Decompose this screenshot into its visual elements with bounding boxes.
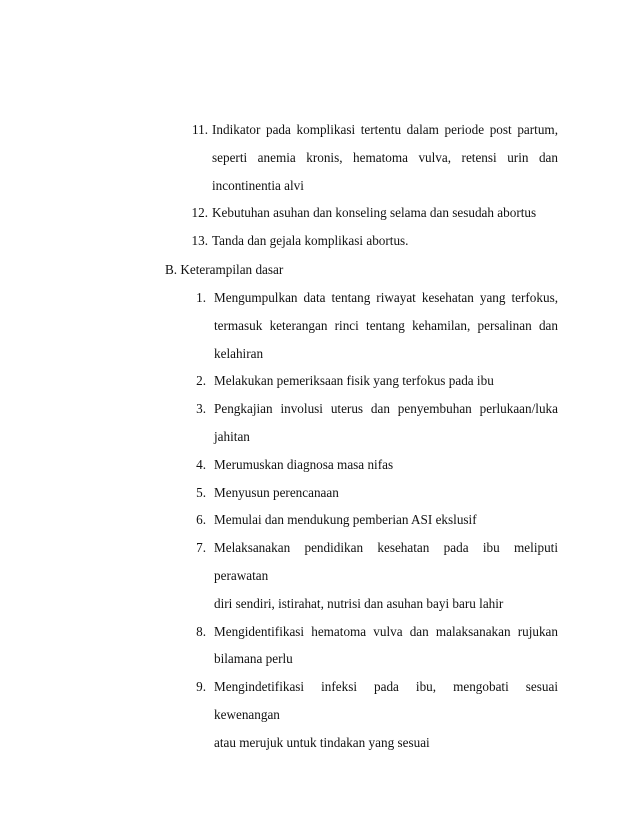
list-text-line: Merumuskan diagnosa masa nifas <box>214 456 394 472</box>
list-number: 8. <box>196 623 206 639</box>
list-item-12 <box>178 199 558 227</box>
list-item-7 <box>190 534 558 617</box>
list-text-line: Melaksanakan pendidikan kesehatan pada ibu meliputi perawatan <box>214 540 558 583</box>
list-number: 7. <box>196 540 206 556</box>
list-text-line: Kebutuhan asuhan dan konseling selama dan sesudah abortus <box>212 205 537 221</box>
list-item-13 <box>178 227 558 255</box>
list-number: 4. <box>196 456 206 472</box>
list-item-11 <box>178 116 558 199</box>
list-text-line: jahitan <box>214 428 250 444</box>
list-text-line: Mengindetifikasi infeksi pada ibu, mengobati sesuai kewenangan <box>214 679 558 722</box>
list-text-line: diri sendiri, istirahat, nutrisi dan asuhan bayi baru lahir <box>214 595 504 611</box>
list-text-line: Melakukan pemeriksaan fisik yang terfokus pada ibu <box>214 373 494 389</box>
list-text-line: Pengkajian involusi uterus dan penyembuhan perlukaan/luka <box>214 401 558 417</box>
list-number: 1. <box>196 290 206 305</box>
list-text-line: seperti anemia kronis, hematoma vulva, retensi urin dan <box>212 149 558 165</box>
list-text-line: atau merujuk untuk tindakan yang sesuai <box>214 734 430 750</box>
list-number: 11. <box>192 122 208 137</box>
basic-skills-list <box>190 284 558 757</box>
list-text-line: termasuk keterangan rinci tentang kehamilan, persalinan dan <box>214 317 558 333</box>
section-heading-b: B. Keterampilan dasar <box>165 262 284 277</box>
list-item-8 <box>190 618 558 674</box>
list-text-line: Mengidentifikasi hematoma vulva dan malaksanakan rujukan <box>214 623 558 639</box>
list-text-line: Menyusun perencanaan <box>214 484 339 500</box>
list-item-9 <box>190 673 558 756</box>
list-number: 3. <box>196 401 206 417</box>
list-text-line: Tanda dan gejala komplikasi abortus. <box>212 233 409 249</box>
list-item-3 <box>190 395 558 451</box>
list-number: 12. <box>191 205 208 221</box>
list-number: 5. <box>196 484 206 500</box>
list-text-line: kelahiran <box>214 345 264 361</box>
list-number: 6. <box>196 512 206 528</box>
list-item-2 <box>190 367 558 395</box>
list-number: 2. <box>196 373 206 389</box>
list-item-6 <box>190 506 558 534</box>
list-text-line: incontinentia alvi <box>212 177 304 193</box>
list-item-4 <box>190 451 558 479</box>
list-text-line: Mengumpulkan data tentang riwayat kesehatan yang terfokus, <box>214 290 558 305</box>
list-text-line: bilamana perlu <box>214 651 293 667</box>
list-number: 9. <box>196 679 206 695</box>
list-item-5 <box>190 479 558 507</box>
list-text-line: Indikator pada komplikasi tertentu dalam periode post partum, <box>212 122 558 137</box>
list-text-line: Memulai dan mendukung pemberian ASI ekslusif <box>214 512 477 528</box>
list-number: 13. <box>191 233 208 249</box>
list-item-1 <box>190 284 558 367</box>
knowledge-list-continued <box>178 116 558 255</box>
